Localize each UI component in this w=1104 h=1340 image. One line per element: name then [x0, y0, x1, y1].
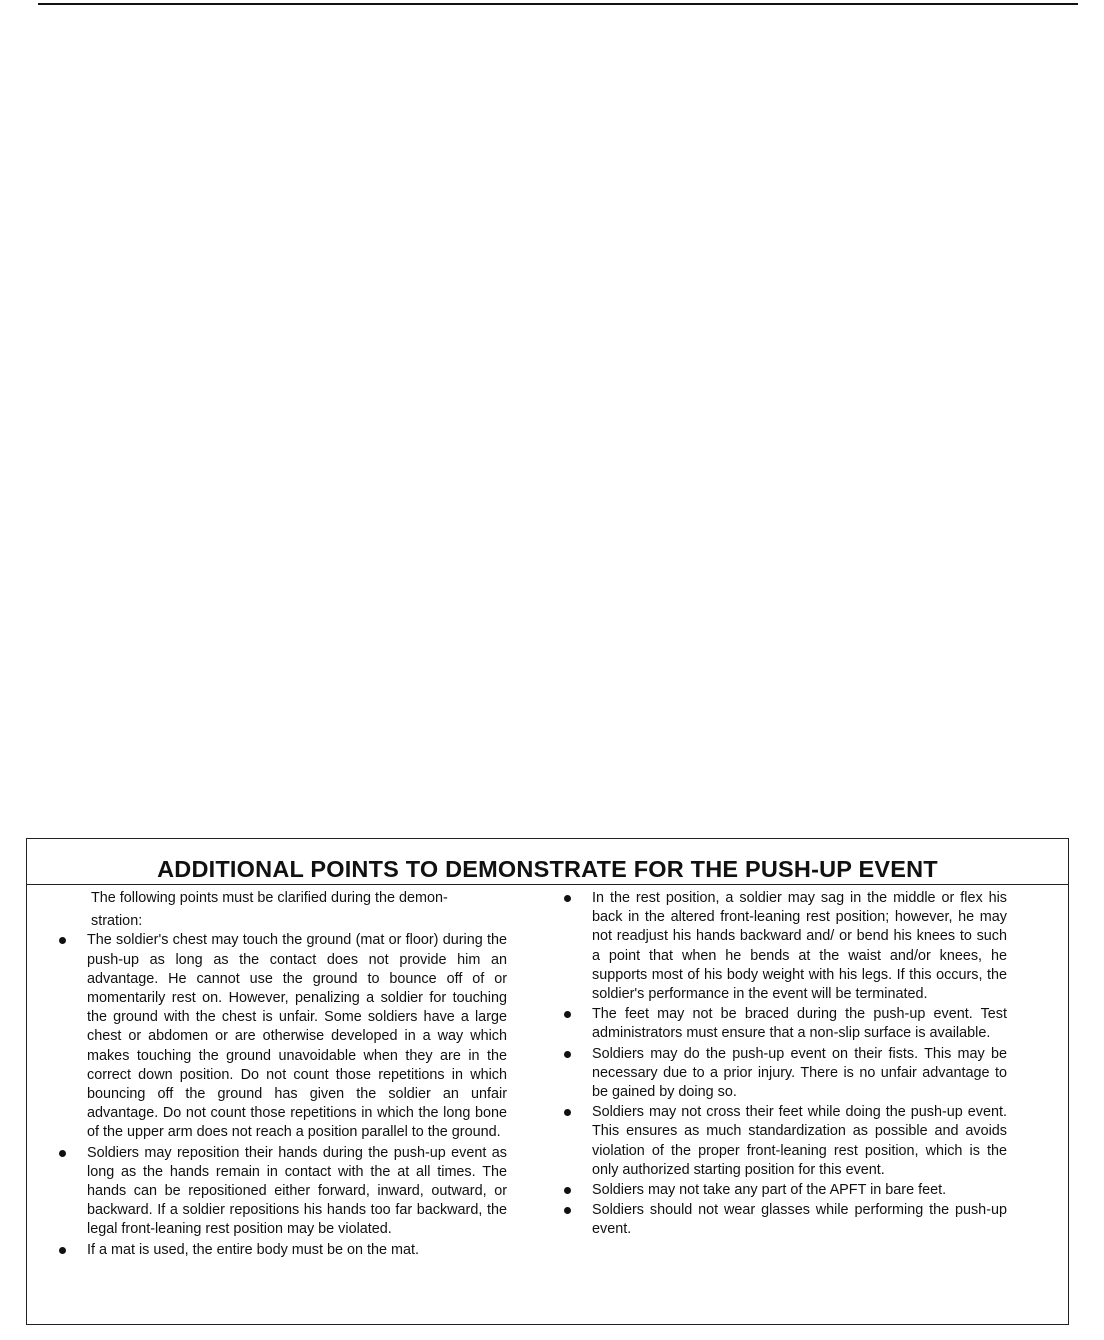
intro-text: The following points must be clarified during the demon-: [91, 890, 448, 906]
top-rule: [38, 3, 1078, 5]
list-item-text: Soldiers may not take any part of the APFT in bare feet.: [592, 1182, 947, 1199]
list-item-text: Soldiers should not wear glasses while performing the push-up event.: [592, 1202, 1007, 1238]
bullet-icon: [59, 1150, 66, 1157]
list-item-text: The soldier's chest may touch the ground (mat or floor) during the push-up as long as the contact does not provide him an advantage. He cannot use the ground to bounce off of or momentarily rest on. However, penalizing a soldier for touching the ground with the chest is unfair. Some soldiers have a large chest or abdomen or are otherwise developed in a way which makes touching the ground unavoidable when they are in the correct down position. Do not count those repetitions in which bouncing off the ground has given the soldier an unfair advantage. Do not count those repetitions in which the long bone of the upper arm does not reach a position parallel to the ground.: [87, 932, 507, 1141]
bullet-icon: [564, 895, 571, 902]
right-column: [552, 889, 1007, 1241]
list-item-text: Soldiers may do the push-up event on their fists. This may be necessary due to a prior injury. There is no unfair advantage to be gained by doing so.: [592, 1045, 1007, 1101]
list-item: [552, 1103, 1007, 1180]
bullet-icon: [564, 1011, 571, 1018]
left-bullet-list: [47, 931, 507, 1259]
list-item-text: If a mat is used, the entire body must be on the mat.: [87, 1241, 419, 1258]
bullet-icon: [564, 1187, 571, 1194]
bullet-icon: [564, 1109, 571, 1116]
bullet-icon: [564, 1207, 571, 1214]
list-item: [552, 1005, 1007, 1043]
list-item-text: In the rest position, a soldier may sag in the middle or flex his back in the altered front-leaning rest position; however, he may not readjust his hands backward and/ or bend his knees to such a point that when he bends at the waist and/or knees, he supports most of his body weight with his legs. If this occurs, the soldier's performance in the event will be terminated.: [592, 890, 1007, 1003]
box-title: ADDITIONAL POINTS TO DEMONSTRATE FOR THE PUSH-UP EVENT: [157, 856, 938, 882]
bullet-icon: [564, 1051, 571, 1058]
list-item-text: Soldiers may reposition their hands during the push-up event as long as the hands remain in contact with the at all times. The hands can be repositioned either forward, inward, outward, or backward. If a soldier repositions his hands too far backward, the legal front-leaning rest position may be violated.: [87, 1144, 507, 1238]
list-item: [552, 1181, 1007, 1200]
push-up-points-box: [26, 838, 1069, 1325]
right-bullet-list: [552, 889, 1007, 1240]
intro-text-continued: stration:: [91, 913, 143, 930]
left-column: [47, 889, 507, 1261]
list-item: [47, 1241, 507, 1260]
list-item: [47, 931, 507, 1142]
list-item: [47, 1144, 507, 1240]
list-item: [552, 889, 1007, 1004]
bullet-icon: [59, 937, 66, 944]
list-item-text: Soldiers may not cross their feet while doing the push-up event. This ensures as much standardization as possible and avoids violation of the proper front-leaning rest position, which is the only authorized starting position for this event.: [592, 1104, 1007, 1178]
list-item: [552, 1201, 1007, 1239]
list-item: [552, 1045, 1007, 1103]
bullet-icon: [59, 1247, 66, 1254]
title-divider: [27, 884, 1068, 885]
list-item-text: The feet may not be braced during the push-up event. Test administrators must ensure that a non-slip surface is available.: [592, 1006, 1007, 1042]
